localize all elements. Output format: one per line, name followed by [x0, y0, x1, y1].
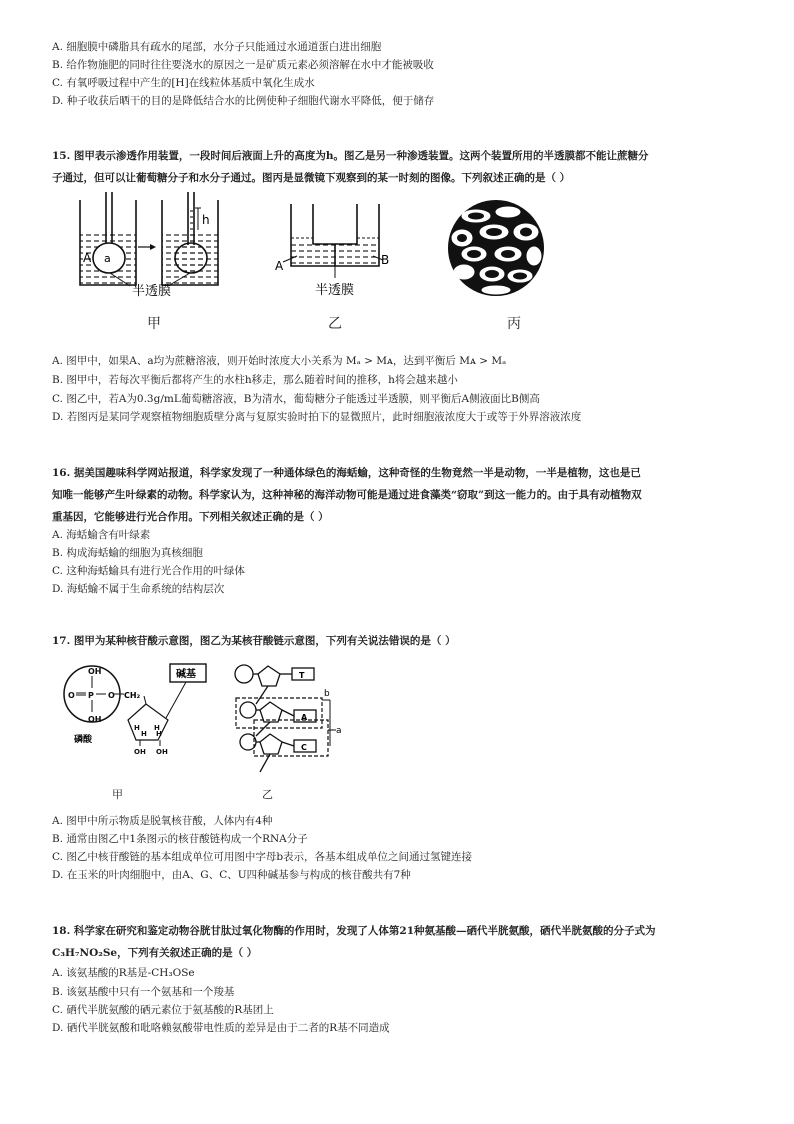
q15-caption-jia: 甲 [147, 316, 161, 332]
q16-option-b: B. 构成海蛞蝓的细胞为真核细胞 [52, 547, 203, 559]
q16-option-a: A. 海蛞蝓含有叶绿素 [52, 529, 151, 541]
jia-label-a: a [104, 252, 111, 265]
q16-stem-line-3: 重基因，它能够进行光合作用。下列相关叙述正确的是（ ） [52, 511, 329, 523]
q18-option-a: A. 该氨基酸的R基是-CH₃OSe [52, 967, 195, 979]
jia-label-A: A [83, 251, 92, 265]
svg-text:OH: OH [156, 748, 168, 756]
q16-option-d: D. 海蛞蝓不属于生命系统的结构层次 [52, 583, 225, 595]
jia-membrane-label: 半透膜 [132, 284, 172, 299]
yi-label-B: B [381, 253, 390, 267]
q17-figure-yi [226, 660, 356, 780]
q15-stem-line-1: 15. 图甲表示渗透作用装置，一段时间后液面上升的高度为h。图乙是另一种渗透装置。这两个装置所用的半透膜都不能让蔗糖分 [52, 150, 649, 162]
q18-option-d: D. 硒代半胱氨酸和吡咯赖氨酸带电性质的差异是由于二者的R基不同造成 [52, 1022, 390, 1034]
svg-text:H: H [154, 724, 160, 732]
base-box-label: 碱基 [176, 669, 196, 680]
q16-stem-line-2: 知唯一能够产生叶绿素的动物。科学家认为，这种神秘的海洋动物可能是通过进食藻类“窃取”到这一能力的。由于具有动植物双 [52, 489, 642, 501]
svg-text:O: O [108, 691, 115, 700]
q17-figure-jia [58, 660, 218, 760]
q17-caption-jia: 甲 [112, 788, 123, 801]
q15-caption-yi: 乙 [328, 316, 342, 332]
yi-label-A: A [275, 259, 284, 273]
chain-base-1: T [299, 671, 305, 680]
q18-stem-line-1: 18. 科学家在研究和鉴定动物谷胱甘肽过氧化物酶的作用时，发现了人体第21种氨基酸—硒代半胱氨酸，硒代半胱氨酸的分子式为 [52, 925, 656, 937]
q17-stem: 17. 图甲为某种核苷酸示意图，图乙为某核苷酸链示意图，下列有关说法错误的是（ ） [52, 635, 456, 647]
q18-stem [52, 920, 742, 964]
chain-label-b: b [324, 689, 330, 699]
q17-option-d: D. 在玉米的叶肉细胞中，由A、G、C、U四种碱基参与构成的核苷酸共有7种 [52, 869, 411, 881]
q15-figure-yi [275, 200, 395, 300]
q14-option-c: C. 有氧呼吸过程中产生的[H]在线粒体基质中氧化生成水 [52, 77, 315, 89]
q15-stem [52, 145, 742, 189]
q14-option-b: B. 给作物施肥的同时往往要浇水的原因之一是矿质元素必须溶解在水中才能被吸收 [52, 59, 434, 71]
chain-base-3: C [301, 743, 307, 752]
svg-text:H: H [156, 730, 162, 738]
q15-option-b: B. 图甲中，若每次平衡后都将产生的水柱h移走，那么随着时间的推移，h将会越来越小 [52, 374, 458, 386]
q15-option-d: D. 若图丙是某同学观察植物细胞质壁分离与复原实验时拍下的显微照片，此时细胞液浓度大于或等于外界溶液浓度 [52, 411, 582, 423]
svg-text:OH: OH [134, 748, 146, 756]
q16-stem [52, 462, 742, 528]
svg-text:H: H [134, 724, 140, 732]
q15-figure-bing [446, 198, 546, 298]
q18-option-c: C. 硒代半胱氨酸的硒元素位于氨基酸的R基团上 [52, 1004, 274, 1016]
q18-stem-line-2: C₃H₇NO₂Se，下列有关叙述正确的是（ ） [52, 947, 258, 959]
chain-label-a: a [336, 726, 342, 736]
q17-option-b: B. 通常由图乙中1条图示的核苷酸链构成一个RNA分子 [52, 833, 308, 845]
q15-figure-jia [70, 190, 230, 310]
jia-label-h: h [202, 213, 210, 227]
phosphate-label: 磷酸 [74, 735, 93, 745]
q17-caption-yi: 乙 [262, 788, 273, 801]
svg-text:OH: OH [88, 715, 102, 724]
q15-option-a: A. 图甲中，如果A、a均为蔗糖溶液，则开始时浓度大小关系为 Mₐ > Mᴀ，达到平衡后 Mᴀ > Mₐ [52, 355, 507, 367]
yi-membrane-label: 半透膜 [315, 283, 355, 298]
q16-stem-line-1: 16. 据美国趣味科学网站报道，科学家发现了一种通体绿色的海蛞蝓，这种奇怪的生物竟然一半是动物，一半是植物，这也是已 [52, 467, 641, 479]
svg-text:O: O [68, 691, 75, 700]
q17-option-c: C. 图乙中核苷酸链的基本组成单位可用图中字母b表示，各基本组成单位之间通过氢键连接 [52, 851, 473, 863]
q14-option-a: A. 细胞膜中磷脂具有疏水的尾部，水分子只能通过水通道蛋白进出细胞 [52, 41, 382, 53]
svg-text:OH: OH [88, 667, 102, 676]
q18-option-b: B. 该氨基酸中只有一个氨基和一个羧基 [52, 986, 235, 998]
q14-option-d: D. 种子收获后晒干的目的是降低结合水的比例使种子细胞代谢水平降低，便于储存 [52, 95, 435, 107]
q15-caption-bing: 丙 [507, 316, 521, 332]
q15-stem-line-2: 子通过，但可以让葡萄糖分子和水分子通过。图丙是显微镜下观察到的某一时刻的图像。下列叙述正确的是（ ） [52, 172, 571, 184]
svg-text:H: H [141, 730, 147, 738]
svg-text:CH₂: CH₂ [124, 691, 141, 700]
q16-option-c: C. 这种海蛞蝓具有进行光合作用的叶绿体 [52, 565, 245, 577]
q17-option-a: A. 图甲中所示物质是脱氧核苷酸，人体内有4种 [52, 815, 273, 827]
q15-option-c: C. 图乙中，若A为0.3g/mL葡萄糖溶液，B为清水，葡萄糖分子能透过半透膜，则平衡后A侧液面比B侧高 [52, 393, 540, 405]
chain-base-2: A [301, 713, 308, 722]
svg-text:P: P [88, 691, 94, 700]
